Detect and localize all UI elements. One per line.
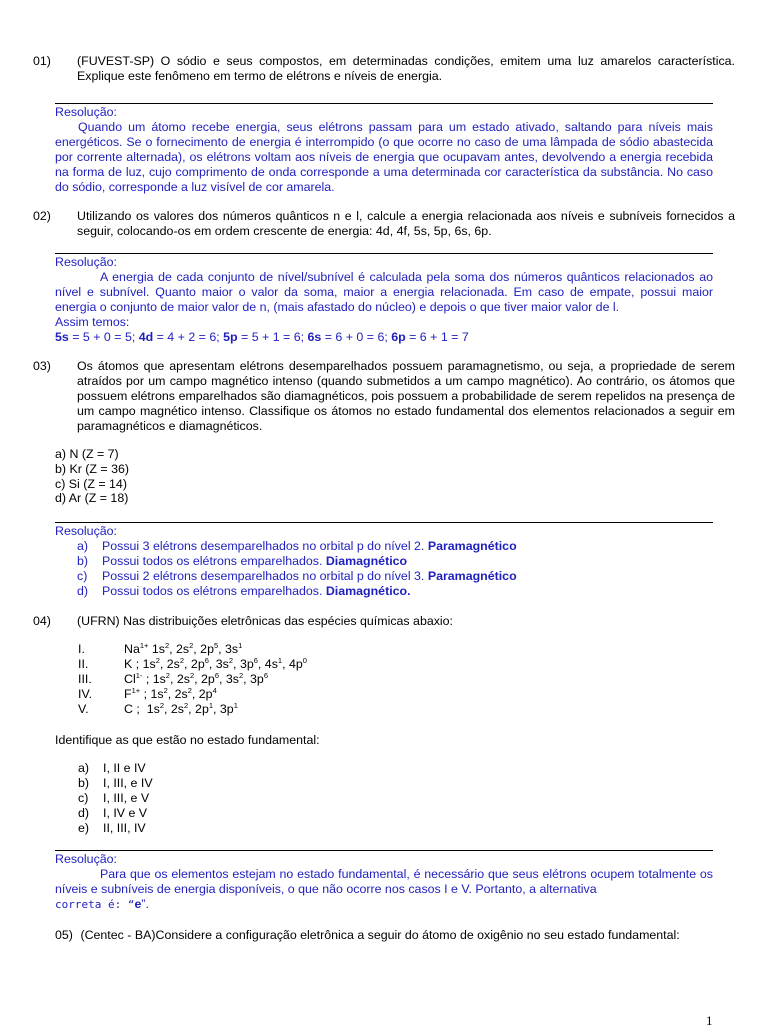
question-3 bbox=[33, 359, 735, 434]
electron-count: 2 bbox=[155, 656, 160, 665]
orbital: 1s bbox=[151, 642, 165, 656]
item-text: Possui todos os elétrons emparelhados. bbox=[102, 554, 326, 568]
calc-expr: = 5 + 1 = 6; bbox=[237, 330, 308, 344]
orbital: 3s bbox=[215, 657, 229, 671]
list-item bbox=[77, 539, 517, 554]
alternative-text: I, II e IV bbox=[103, 761, 146, 775]
resolution-label: Resolução: bbox=[55, 852, 117, 866]
divider bbox=[55, 850, 713, 851]
item-letter: d) bbox=[77, 584, 89, 598]
list-item bbox=[77, 569, 517, 584]
calc-expr: = 5 + 0 = 5; bbox=[68, 330, 139, 344]
divider bbox=[55, 522, 713, 523]
question-1 bbox=[33, 54, 735, 84]
orbital: 1s bbox=[150, 687, 164, 701]
divider bbox=[55, 103, 713, 104]
orbital: 2s bbox=[170, 702, 184, 716]
electron-count: 2 bbox=[165, 671, 170, 680]
species-symbol: K ; bbox=[124, 657, 140, 671]
species-row: II. K ; $1s^2$, $2s^2$, $2p^6$, $3s^2$, $3p^6$, $4s^1$, $4p^0$ bbox=[78, 656, 307, 671]
species-charge: 1- bbox=[135, 671, 143, 680]
orbital: 1s bbox=[142, 657, 156, 671]
alternative-text: II, III, IV bbox=[103, 821, 146, 835]
species-row: I. $Na^{1+}$ $1s^2$, $2s^2$, $2p^5$, $3s^1$ bbox=[78, 641, 243, 656]
species-symbol: F bbox=[124, 687, 132, 701]
orbital: 2s bbox=[176, 672, 190, 686]
orbital: 1s bbox=[146, 702, 160, 716]
roman-numeral: V. bbox=[78, 702, 89, 716]
question-text: (UFRN) Nas distribuições eletrônicas das espécies químicas abaxio: bbox=[77, 614, 454, 628]
electron-count: 4 bbox=[212, 686, 217, 695]
item-letter: b) bbox=[77, 554, 89, 568]
electron-count: 1 bbox=[208, 701, 214, 710]
resolution-text: Quando um átomo recebe energia, seus elétrons passam para um estado ativado, saltando para níveis mais energéticos. Se o fornecimento de energia é interrompido (o que ocorre no caso de uma lâmpada de sódio abastecida por corrente alternada), os elétrons voltam aos níveis de energia que ocupavam antes, devolvendo a energia recebida na forma de luz, cujo comprimento de onda corresponde a uma determinada cor característica da substância. No caso do sódio, corresponde a luz visível de cor amarela. bbox=[55, 120, 713, 194]
question-number: 03) bbox=[33, 359, 51, 373]
resolution-answer bbox=[55, 897, 713, 912]
orbital: 2p bbox=[200, 642, 214, 656]
energy-calculation bbox=[55, 330, 713, 345]
option-item: b) Kr (Z = 36) bbox=[55, 461, 130, 476]
resolution-2 bbox=[55, 255, 713, 345]
electron-count: 1 bbox=[277, 656, 283, 665]
electron-count: 1 bbox=[233, 701, 238, 710]
roman-numeral: IV. bbox=[78, 687, 93, 701]
electron-count: 2 bbox=[183, 701, 189, 710]
list-item bbox=[77, 554, 517, 569]
option-item: c) Si (Z = 14) bbox=[55, 476, 127, 491]
electron-count: 6 bbox=[263, 671, 268, 680]
resolution-label: Resolução: bbox=[55, 105, 117, 119]
orbital: 2p bbox=[195, 702, 209, 716]
answer-letter: e bbox=[134, 897, 142, 911]
orbital: 2p bbox=[198, 687, 213, 701]
resolution-3-list bbox=[77, 539, 517, 599]
electron-count: 0 bbox=[302, 656, 307, 665]
orbital: 4s bbox=[264, 657, 278, 671]
alternative-item bbox=[78, 791, 153, 806]
species-row: V. C ; $1s^2$, $2s^2$, $2p^1$, $3p^1$ bbox=[78, 701, 238, 716]
calc-expr: = 4 + 2 = 6; bbox=[153, 330, 224, 344]
orbital: 2p bbox=[201, 672, 215, 686]
alternative-letter: a) bbox=[78, 761, 90, 775]
item-classification: Diamagnético. bbox=[325, 584, 411, 598]
element-options bbox=[55, 447, 129, 506]
alternatives-list bbox=[78, 761, 153, 836]
list-item bbox=[77, 584, 517, 599]
species-row: IV. $F^{1+}$ ; $1s^2$, $2s^2$, $2p^4$ bbox=[78, 686, 217, 701]
question-4 bbox=[33, 614, 735, 629]
calc-sub: 6p bbox=[391, 330, 406, 344]
orbital: 2p bbox=[190, 657, 205, 671]
item-letter: a) bbox=[77, 539, 89, 553]
electron-count: 6 bbox=[214, 671, 219, 680]
item-classification: Paramagnético bbox=[427, 569, 517, 583]
orbital: 3p bbox=[239, 657, 254, 671]
question-text: Utilizando os valores dos números quânticos n e l, calcule a energia relacionada aos níveis e subníveis fornecidos a seguir, colocando-os em ordem crescente de energia: 4d, 4f, 5s, 5p, 6s, 6p. bbox=[77, 209, 735, 238]
electron-count: 2 bbox=[163, 686, 168, 695]
resolution-3-label: Resolução: bbox=[55, 524, 117, 538]
orbital: 1s bbox=[152, 672, 166, 686]
species-charge: 1+ bbox=[139, 641, 149, 650]
electron-count: 2 bbox=[187, 686, 192, 695]
alternative-text: I, III, e V bbox=[103, 791, 150, 805]
item-classification: Diamagnético bbox=[325, 554, 408, 568]
calc-expr: = 6 + 0 = 6; bbox=[321, 330, 392, 344]
roman-numeral: I. bbox=[78, 642, 85, 656]
resolution-1 bbox=[55, 105, 713, 195]
electron-count: 2 bbox=[238, 671, 244, 680]
electron-count: 6 bbox=[253, 656, 258, 665]
electron-count: 5 bbox=[213, 641, 219, 650]
question-5 bbox=[55, 928, 713, 943]
orbital: 3p bbox=[250, 672, 264, 686]
species-symbol: C ; bbox=[124, 702, 140, 716]
alternative-item bbox=[78, 776, 153, 791]
alternative-letter: e) bbox=[78, 821, 90, 835]
question-number: 04) bbox=[33, 614, 51, 628]
page-number: 1 bbox=[706, 1013, 713, 1028]
electron-count: 2 bbox=[189, 641, 194, 650]
calc-expr: = 6 + 1 = 7 bbox=[405, 330, 469, 344]
alternative-item bbox=[78, 761, 153, 776]
question-text: (FUVEST-SP) O sódio e seus compostos, em determinadas condições, emitem uma luz amarelos característica. Explique este fenômeno em termo de elétrons e níveis de energia. bbox=[77, 54, 735, 83]
electron-count: 2 bbox=[159, 701, 164, 710]
species-list bbox=[78, 642, 307, 717]
resolution-text: Para que os elementos estejam no estado fundamental, é necessário que seus elétrons ocupem totalmente os níveis e subníveis de energia disponíveis, o que não ocorre nos casos I e V. Portanto, a alternativa bbox=[55, 867, 713, 896]
question-number: 01) bbox=[33, 54, 51, 68]
item-text: Possui 3 elétrons desemparelhados no orbital p do nível 2. bbox=[102, 539, 428, 553]
question-number: 05) bbox=[55, 928, 73, 942]
resolution-label: Resolução: bbox=[55, 255, 117, 269]
species-charge: 1+ bbox=[131, 686, 141, 695]
alternative-item bbox=[78, 821, 153, 836]
orbital: 3s bbox=[225, 672, 239, 686]
calc-sub: 4d bbox=[138, 330, 154, 344]
calc-sub: 5s bbox=[55, 330, 69, 344]
alternative-letter: c) bbox=[78, 791, 89, 805]
roman-numeral: II. bbox=[78, 657, 89, 671]
q4-prompt: Identifique as que estão no estado fundamental: bbox=[55, 733, 320, 747]
resolution-4 bbox=[55, 852, 713, 912]
alternative-letter: d) bbox=[78, 806, 90, 820]
alternative-letter: b) bbox=[78, 776, 90, 790]
orbital: 2s bbox=[176, 642, 190, 656]
question-number: 02) bbox=[33, 209, 51, 223]
electron-count: 6 bbox=[204, 656, 209, 665]
electron-count: 2 bbox=[179, 656, 185, 665]
species-symbol: Na bbox=[124, 642, 140, 656]
electron-count: 2 bbox=[228, 656, 234, 665]
item-classification: Paramagnético bbox=[427, 539, 517, 553]
assim-temos: Assim temos: bbox=[55, 315, 130, 329]
question-2 bbox=[33, 209, 735, 239]
divider bbox=[55, 253, 713, 254]
electron-count: 1 bbox=[238, 641, 243, 650]
roman-numeral: III. bbox=[78, 672, 92, 686]
item-letter: c) bbox=[77, 569, 88, 583]
species-symbol: Cl bbox=[124, 672, 136, 686]
answer-prefix: correta é: “ bbox=[55, 898, 135, 911]
electron-count: 2 bbox=[189, 671, 195, 680]
alternative-text: I, III, e IV bbox=[103, 776, 153, 790]
calc-sub: 6s bbox=[307, 330, 322, 344]
question-text: Os átomos que apresentam elétrons desemparelhados possuem paramagnetismo, ou seja, a propriedade de serem atraídos por um campo magnético intenso (quando submetidos a um campo magnético). Ao contrário, os átomos que possuem elétrons emparelhados são diamagnéticos, pois possuem a probabilidade de serem repelidos na presença de um campo magnético intenso. Classifique os átomos no estado fundamental dos elementos relacionados a seguir em paramagnéticos e diamagnéticos. bbox=[77, 359, 735, 433]
alternative-item bbox=[78, 806, 153, 821]
answer-suffix: ”. bbox=[141, 897, 149, 911]
orbital: 3p bbox=[219, 702, 234, 716]
electron-count: 2 bbox=[164, 641, 170, 650]
calc-sub: 5p bbox=[223, 330, 238, 344]
orbital: 2s bbox=[174, 687, 188, 701]
option-item: d) Ar (Z = 18) bbox=[55, 491, 129, 506]
option-item: a) N (Z = 7) bbox=[55, 447, 119, 461]
orbital: 4p bbox=[288, 657, 303, 671]
species-row: III. $Cl^{1-}$ ; $1s^2$, $2s^2$, $2p^6$, $3s^2$, $3p^6$ bbox=[78, 671, 268, 686]
orbital: 2s bbox=[166, 657, 180, 671]
item-text: Possui todos os elétrons emparelhados. bbox=[102, 584, 326, 598]
question-text: (Centec - BA)Considere a configuração eletrônica a seguir do átomo de oxigênio no seu estado fundamental: bbox=[80, 928, 680, 942]
alternative-text: I, IV e V bbox=[103, 806, 148, 820]
orbital: 3s bbox=[225, 642, 239, 656]
item-text: Possui 2 elétrons desemparelhados no orbital p do nível 3. bbox=[102, 569, 428, 583]
resolution-text: A energia de cada conjunto de nível/subnível é calculada pela soma dos números quânticos relacionados ao nível e subnível. Quanto maior o valor da soma, maior a energia relacionada. Em caso de empate, possui maior energia o conjunto de maior valor de n, (mais afastado do núcleo) e depois o que tiver maior valor de l. bbox=[55, 270, 713, 314]
